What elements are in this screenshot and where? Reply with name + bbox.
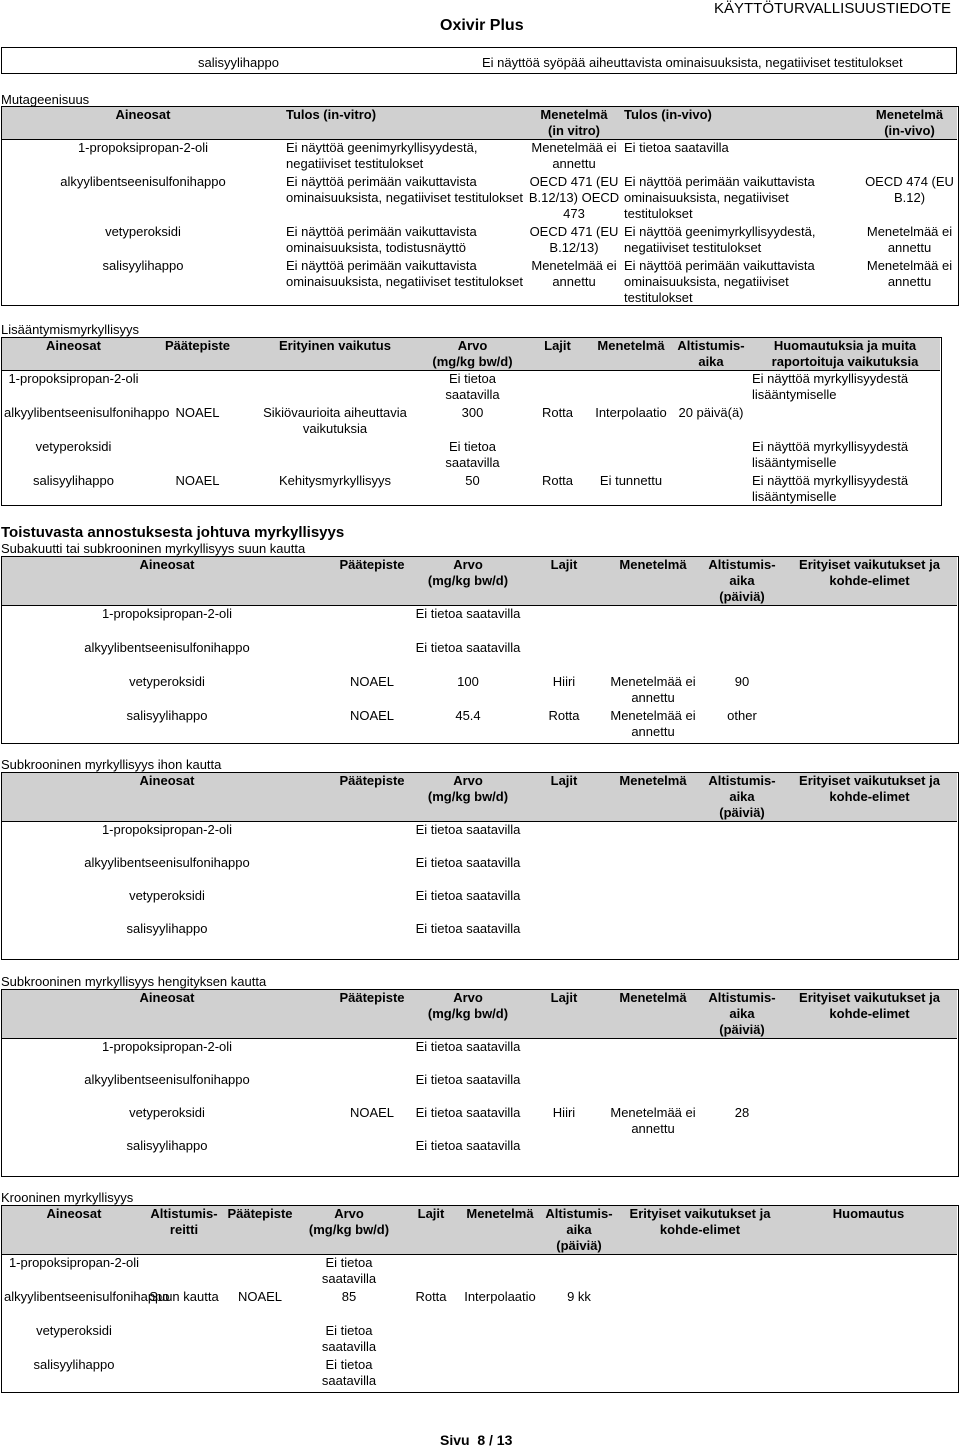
table-cell (332, 888, 412, 921)
table-cell (604, 921, 702, 954)
table-row (2, 174, 957, 224)
table-cell (702, 1072, 782, 1105)
table-header-row (2, 773, 957, 822)
reproductive-title: Lisääntymismyrkyllisyys (1, 322, 139, 337)
table-row (2, 606, 957, 640)
col-method-vitro: Menetelmä (in vitro) (540, 107, 608, 138)
table-cell: Ei tietoa saatavilla (415, 1039, 521, 1054)
table-cell: Menetelmää ei annettu (610, 707, 696, 739)
table-cell (604, 1039, 702, 1072)
table-cell (524, 888, 604, 921)
table-row (2, 1289, 957, 1323)
table-cell: Ei tietoa saatavilla (415, 1104, 521, 1120)
column-header: Päätepiste (339, 773, 405, 788)
table-cell: NOAEL (349, 707, 395, 723)
table-row (2, 405, 940, 439)
table-cell: salisyylihappo (33, 472, 114, 488)
product-name: Oxivir Plus (440, 17, 524, 34)
table-cell: OECD 471 (EU B.12/13) (529, 223, 619, 255)
table-cell (145, 371, 250, 405)
table-cell: Hiiri (552, 673, 576, 689)
table-cell (146, 1357, 222, 1391)
table-cell: salisyylihappo (126, 707, 208, 723)
dermal-table (2, 773, 957, 954)
table-cell: Interpolaatio (464, 1288, 536, 1304)
table-cell: Ei näyttöä perimään vaikuttavista ominaisuuksista, todistusnäyttö (286, 223, 477, 255)
table-cell: vetyperoksidi (35, 438, 112, 454)
column-header: Päätepiste (339, 557, 405, 572)
column-header: Huomautuksia ja muita raportoituja vaikutuksia (771, 338, 919, 369)
table-cell: Ei tietoa saatavilla (321, 1322, 377, 1354)
table-cell (524, 1138, 604, 1171)
table-cell (672, 439, 750, 473)
table-cell: Menetelmää ei annettu (866, 257, 953, 289)
table-cell: Sikiövaurioita aiheuttavia vaikutuksia (263, 404, 407, 436)
table-cell (620, 1289, 780, 1323)
table-cell: NOAEL (175, 404, 220, 420)
column-header: Aineosat (46, 1206, 102, 1221)
table-cell (604, 606, 702, 640)
column-header: Menetelmä (619, 557, 687, 572)
col-substance: Aineosat (115, 107, 171, 122)
table-cell: OECD 474 (EU B.12) (865, 173, 954, 205)
column-header: Menetelmä (597, 338, 665, 353)
table-cell: 1-propoksipropan-2-oli (101, 822, 233, 837)
table-cell (250, 439, 420, 473)
table-cell: 9 kk (567, 1288, 591, 1304)
table-cell: vetyperoksidi (129, 1104, 205, 1120)
table-cell: vetyperoksidi (129, 673, 205, 689)
table-cell: Ei tunnettu (599, 472, 663, 488)
table-cell: alkyylibentseenisulfonihappo (84, 1071, 250, 1087)
table-cell (782, 1072, 957, 1105)
table-cell (145, 439, 250, 473)
table-row (2, 1357, 957, 1391)
table-cell: vetyperoksidi (105, 223, 181, 239)
table-cell (332, 606, 412, 640)
table-cell: Ei tietoa saatavilla (415, 920, 521, 936)
table-cell (524, 606, 604, 640)
table-header-row (2, 557, 957, 606)
table-row (2, 224, 957, 258)
table-cell (524, 855, 604, 888)
table-cell (782, 855, 957, 888)
column-header: Altistumis- aika (päiviä) (545, 1206, 613, 1253)
table-cell: Ei tietoa saatavilla (624, 140, 729, 155)
table-cell (780, 1357, 957, 1391)
table-cell (524, 921, 604, 954)
table-cell: other (727, 707, 757, 723)
table-cell: salisyylihappo (33, 1356, 115, 1372)
column-header: Päätepiste (227, 1206, 293, 1221)
table-cell: Ei näyttöä geenimyrkyllisyydestä, negatiiviset testitulokset (286, 140, 478, 171)
table-cell (672, 371, 750, 405)
document-type: KÄYTTÖTURVALLISUUSTIEDOTE (714, 0, 951, 17)
table-cell: Hiiri (552, 1104, 576, 1120)
table-row (2, 640, 957, 674)
column-header: Menetelmä (619, 990, 687, 1005)
table-cell: Menetelmää ei annettu (610, 1104, 696, 1136)
table-row (2, 473, 940, 507)
table-cell (400, 1323, 462, 1357)
table-cell (332, 921, 412, 954)
table-cell: salisyylihappo (126, 920, 208, 936)
col-invitro: Tulos (in-vitro) (286, 107, 377, 122)
table-cell: 45.4 (455, 707, 481, 723)
column-header: Päätepiste (339, 990, 405, 1005)
table-row (2, 888, 957, 921)
table-cell (590, 439, 672, 473)
table-cell: Menetelmää ei annettu (866, 223, 953, 255)
table-cell (332, 855, 412, 888)
table-cell (332, 1138, 412, 1171)
table-cell: OECD 471 (EU B.12/13) OECD 473 (528, 173, 620, 221)
column-header: Aineosat (139, 557, 195, 572)
table-cell (400, 1255, 462, 1289)
table-cell (780, 1289, 957, 1323)
table-cell: Kehitysmyrkyllisyys (279, 472, 391, 488)
table-header-row (2, 338, 940, 371)
table-cell: Ei näyttöä myrkyllisyydestä lisääntymiselle (752, 371, 909, 402)
table-cell (782, 674, 957, 708)
column-header: Erityiset vaikutukset ja kohde-elimet (799, 557, 940, 588)
table-cell (524, 640, 604, 674)
table-cell (782, 1138, 957, 1171)
inhalation-table (2, 990, 957, 1171)
table-cell: vetyperoksidi (129, 887, 205, 903)
table-header-row (2, 990, 957, 1039)
column-header: Aineosat (139, 773, 195, 788)
table-row (2, 1138, 957, 1171)
table-cell (782, 1039, 957, 1072)
table-cell: Ei näyttöä perimään vaikuttavista ominaisuuksista, negatiiviset testitulokset (286, 173, 524, 205)
table-cell (702, 921, 782, 954)
column-header: Erityiset vaikutukset ja kohde-elimet (799, 773, 940, 804)
table-cell: Ei tietoa saatavilla (321, 1255, 377, 1286)
table-row (2, 822, 957, 855)
table-cell: Menetelmää ei annettu (531, 257, 617, 289)
table-cell: Menetelmää ei annettu (531, 140, 617, 171)
oral-title: Subakuutti tai subkrooninen myrkyllisyys suun kautta (1, 541, 306, 556)
table-cell (525, 371, 590, 405)
table-cell (462, 1323, 538, 1357)
table-row (2, 921, 957, 954)
table-cell: Ei näyttöä myrkyllisyydestä lisääntymiselle (752, 438, 909, 470)
mutagenicity-title: Mutageenisuus (1, 92, 90, 107)
table-row (2, 1039, 957, 1072)
table-cell (604, 1138, 702, 1171)
table-cell (462, 1255, 538, 1289)
column-header: Arvo (mg/kg bw/d) (427, 990, 509, 1021)
table-cell (332, 640, 412, 674)
carc-substance: salisyylihappo (198, 55, 279, 70)
table-row (2, 258, 957, 306)
column-header: Lajit (550, 990, 578, 1005)
table-cell (538, 1323, 620, 1357)
column-header: Päätepiste (164, 338, 231, 353)
table-cell (782, 640, 957, 674)
table-row (2, 1255, 957, 1289)
table-cell (524, 1072, 604, 1105)
table-cell (782, 888, 957, 921)
column-header: Menetelmä (619, 773, 687, 788)
column-header: Lajit (550, 773, 578, 788)
table-header-row (2, 1206, 957, 1255)
table-cell: Ei tietoa saatavilla (415, 854, 521, 870)
table-row (2, 1105, 957, 1138)
table-cell: salisyylihappo (126, 1137, 208, 1153)
table-cell (750, 405, 940, 439)
table-cell (400, 1357, 462, 1391)
table-cell: 1-propoksipropan-2-oli (77, 140, 209, 155)
column-header: Altistumis- aika (677, 338, 745, 369)
table-cell: alkyylibentseenisulfonihappo (4, 404, 170, 420)
table-cell: Ei näyttöä perimään vaikuttavista ominaisuuksista, negatiiviset testitulokset (624, 173, 815, 221)
table-row (2, 439, 940, 473)
table-row (2, 855, 957, 888)
table-cell: NOAEL (175, 472, 220, 488)
table-cell (620, 1255, 780, 1289)
column-header: Arvo (mg/kg bw/d) (427, 773, 509, 804)
table-cell (780, 1323, 957, 1357)
table-cell (524, 1039, 604, 1072)
table-cell: 90 (734, 673, 750, 689)
column-header: Arvo (mg/kg bw/d) (432, 338, 513, 369)
table-cell: Ei tietoa saatavilla (321, 1356, 377, 1388)
table-cell: Ei tietoa saatavilla (415, 1071, 521, 1087)
table-cell (702, 888, 782, 921)
table-cell (620, 1357, 780, 1391)
table-cell: Ei tietoa saatavilla (415, 887, 521, 903)
column-header: Aineosat (139, 990, 195, 1005)
column-header: Lajit (550, 557, 578, 572)
table-cell: alkyylibentseenisulfonihappo (4, 1288, 170, 1304)
table-cell: Ei tietoa saatavilla (445, 438, 500, 470)
col-method-vivo: Menetelmä (in-vivo) (875, 107, 944, 138)
table-cell: Ei tietoa saatavilla (415, 1137, 521, 1153)
inhalation-title: Subkrooninen myrkyllisyys hengityksen kautta (1, 974, 267, 989)
column-header: Altistumis- aika (päiviä) (708, 773, 776, 820)
table-cell (604, 855, 702, 888)
table-cell (146, 1255, 222, 1289)
table-cell: Ei näyttöä geenimyrkyllisyydestä, negatiiviset testitulokset (624, 223, 816, 255)
column-header: Erityinen vaikutus (279, 338, 391, 353)
table-row (2, 708, 957, 742)
table-row (2, 1072, 957, 1105)
table-cell (538, 1255, 620, 1289)
table-cell: Ei näyttöä perimään vaikuttavista ominaisuuksista, negatiiviset testitulokset (624, 257, 815, 305)
table-cell: 85 (341, 1288, 357, 1304)
column-header: Menetelmä (466, 1206, 534, 1221)
table-cell: alkyylibentseenisulfonihappo (60, 173, 226, 189)
table-cell: Suun kautta (149, 1288, 219, 1304)
table-cell: Ei tietoa saatavilla (445, 371, 500, 402)
dermal-title: Subkrooninen myrkyllisyys ihon kautta (1, 757, 222, 772)
table-cell: Ei tietoa saatavilla (415, 606, 521, 621)
table-cell (524, 822, 604, 855)
column-header: Altistumis- aika (päiviä) (708, 990, 776, 1037)
table-cell (782, 606, 957, 640)
chronic-table (2, 1206, 957, 1391)
table-cell (782, 1105, 957, 1138)
table-cell (332, 822, 412, 855)
table-cell (604, 888, 702, 921)
table-cell (702, 855, 782, 888)
table-cell (702, 1039, 782, 1072)
column-header: Altistumis- aika (päiviä) (708, 557, 776, 604)
table-cell: 50 (465, 472, 480, 488)
table-cell: salisyylihappo (102, 257, 184, 273)
table-cell (604, 640, 702, 674)
table-cell: alkyylibentseenisulfonihappo (84, 854, 250, 870)
table-cell: 28 (734, 1104, 750, 1120)
table-cell (702, 822, 782, 855)
table-cell (782, 822, 957, 855)
table-cell (604, 822, 702, 855)
table-cell: 1-propoksipropan-2-oli (101, 1039, 233, 1054)
page-number: Sivu 8 / 13 (440, 1432, 513, 1448)
table-cell: 1-propoksipropan-2-oli (8, 371, 139, 386)
table-cell: Rotta (415, 1288, 447, 1304)
table-cell: Ei tietoa saatavilla (415, 639, 521, 655)
table-row (2, 371, 940, 405)
table-cell (780, 1255, 957, 1289)
table-cell (222, 1255, 298, 1289)
column-header: Erityiset vaikutukset ja kohde-elimet (629, 1206, 771, 1237)
table-cell: Ei näyttöä myrkyllisyydestä lisääntymiselle (752, 472, 909, 504)
table-cell (462, 1357, 538, 1391)
table-cell (538, 1357, 620, 1391)
table-cell (702, 640, 782, 674)
table-cell: vetyperoksidi (36, 1322, 112, 1338)
table-cell: 20 päivä(ä) (678, 404, 744, 420)
table-cell (222, 1323, 298, 1357)
column-header: Erityiset vaikutukset ja kohde-elimet (799, 990, 940, 1021)
table-cell: 100 (457, 673, 479, 689)
table-cell: NOAEL (349, 673, 395, 689)
table-row (2, 674, 957, 708)
table-cell: Rotta (548, 707, 580, 723)
column-header: Altistumis- reitti (150, 1206, 218, 1237)
table-cell (332, 1039, 412, 1072)
carc-result: Ei näyttöä syöpää aiheuttavista ominaisuuksista, negatiiviset testitulokset (482, 55, 903, 70)
col-invivo: Tulos (in-vivo) (624, 107, 712, 122)
table-cell: NOAEL (237, 1288, 283, 1304)
table-cell (222, 1357, 298, 1391)
table-cell (702, 1138, 782, 1171)
chronic-title: Krooninen myrkyllisyys (1, 1190, 134, 1205)
table-cell: Menetelmää ei annettu (610, 673, 696, 705)
table-row (2, 1323, 957, 1357)
table-row (2, 140, 957, 174)
column-header: Aineosat (46, 338, 101, 353)
table-cell: alkyylibentseenisulfonihappo (84, 639, 250, 655)
table-cell: Rotta (541, 404, 574, 420)
table-cell (672, 473, 750, 507)
table-cell (604, 1072, 702, 1105)
table-cell (862, 140, 957, 174)
table-cell (620, 1323, 780, 1357)
table-cell (332, 1072, 412, 1105)
table-cell (250, 371, 420, 405)
reproductive-table (2, 338, 940, 507)
table-cell (782, 921, 957, 954)
table-header-row (2, 107, 957, 140)
column-header: Arvo (mg/kg bw/d) (427, 557, 509, 588)
mutagenicity-table (2, 107, 957, 306)
oral-table (2, 557, 957, 742)
table-cell: NOAEL (349, 1104, 395, 1120)
repeated-dose-title: Toistuvasta annostuksesta johtuva myrkyllisyys (1, 524, 345, 541)
table-cell (590, 371, 672, 405)
table-cell: Interpolaatio (595, 404, 667, 420)
carcinogenicity-row (1, 47, 957, 74)
table-cell (525, 439, 590, 473)
column-header: Lajit (544, 338, 571, 353)
column-header: Huomautus (832, 1206, 905, 1221)
table-cell (702, 606, 782, 640)
table-cell: Rotta (541, 472, 574, 488)
column-header: Arvo (mg/kg bw/d) (308, 1206, 390, 1237)
table-cell: 300 (461, 404, 484, 420)
table-cell: Ei näyttöä perimään vaikuttavista ominaisuuksista, negatiiviset testitulokset (286, 257, 524, 289)
column-header: Lajit (417, 1206, 445, 1221)
table-cell: Ei tietoa saatavilla (415, 822, 521, 837)
table-cell (146, 1323, 222, 1357)
table-cell (782, 708, 957, 742)
table-cell: 1-propoksipropan-2-oli (8, 1255, 140, 1270)
table-cell: 1-propoksipropan-2-oli (101, 606, 233, 621)
